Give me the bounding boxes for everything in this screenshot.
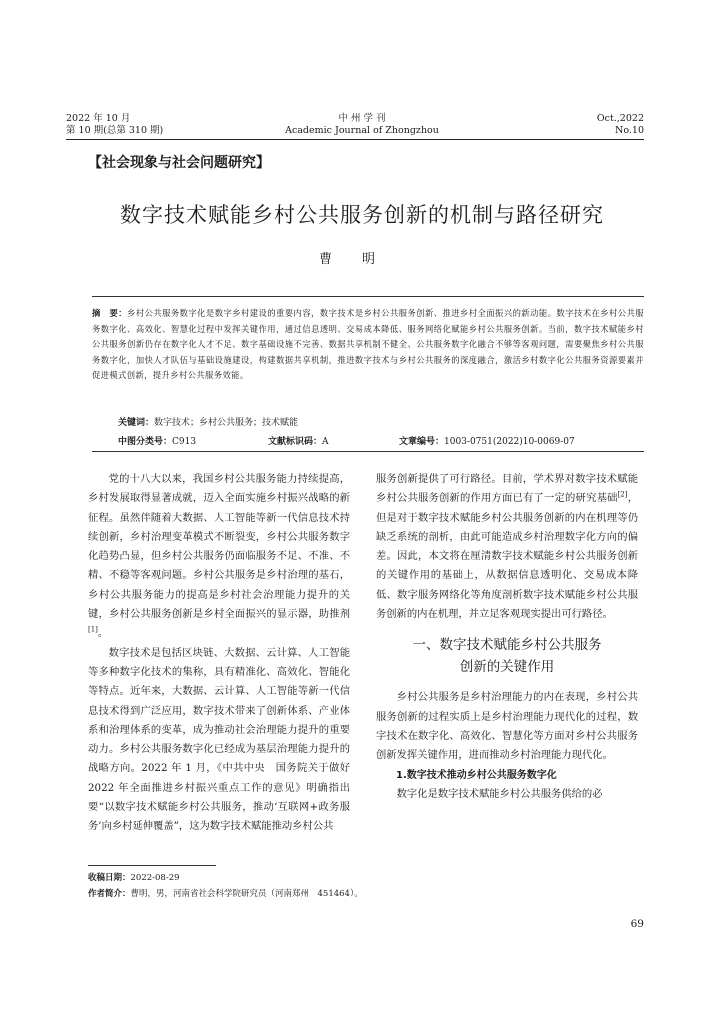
abstract xyxy=(92,306,644,384)
issue-number-en: No.10 xyxy=(615,125,644,136)
keywords xyxy=(118,415,298,428)
body-paragraph: 乡村公共服务是乡村治理能力的内在表现，乡村公共服务创新的过程实质上是乡村治理能力现代化的过程，数字技术在数字化、高效化、智慧化等方面对乡村公共服务创新发挥关键作用，进而推动乡村治理能力现代化。 xyxy=(376,691,638,762)
journal-issue-date xyxy=(66,113,163,137)
received-date xyxy=(88,871,180,883)
article-title: 数字技术赋能乡村公共服务创新的机制与路径研究 xyxy=(120,203,604,227)
journal-name-en: Academic Journal of Zhongzhou xyxy=(285,125,439,136)
author-bio-label: 作者简介： xyxy=(88,889,131,899)
article-author: 曹明 xyxy=(318,252,405,267)
column-tag: 【社会现象与社会问题研究】 xyxy=(88,155,270,171)
document-code-value: A xyxy=(322,437,329,447)
author-bio xyxy=(88,887,363,899)
abstract-text: 乡村公共服务数字化是数字乡村建设的重要内容，数字技术是乡村公共服务创新、推进乡村全面振兴的新动能。数字技术在乡村公共服务数字化、高效化、智慧化过程中发挥关键作用，通过信息透明、交易成本降低、服务网络化赋能乡村公共服务创新。当前，数字技术赋能乡村公共服务创新仍存在数字化人才不足、数字基础设施不完善、数据共享机制不健全、公共服务数字化融合不够等客观问题，需要聚焦乡村公共服务数字化，加快人才队伍与基础设施建设，构建数据共享机制，推进数字技术与乡村公共服务的深度融合，激活乡村数字化公共服务资源要素并促进模式创新，提升乡村公共服务效能。 xyxy=(92,308,644,380)
author-bio-value: 曹明，男，河南省社会科学院研究员（河南郑州 451464）。 xyxy=(130,889,363,899)
section-heading-line: 创新的关键作用 xyxy=(459,659,555,676)
abstract-bottom-divider xyxy=(92,451,644,452)
issue-date: 2022 年 10 月 xyxy=(66,113,131,124)
issue-number: 第 10 期(总第 310 期) xyxy=(66,125,164,136)
keywords-text: 数字技术；乡村公共服务；技术赋能 xyxy=(154,418,299,428)
body-column-right xyxy=(376,470,638,804)
article-number-value: 1003-0751(2022)10-0069-07 xyxy=(444,437,575,447)
journal-name xyxy=(262,113,462,137)
document-code xyxy=(268,434,329,447)
document-code-label: 文献标识码： xyxy=(268,437,323,447)
body-paragraph: 数字化是数字技术赋能乡村公共服务供给的必 xyxy=(396,787,603,800)
section-heading-line: 一、数字技术赋能乡村公共服务 xyxy=(412,637,602,654)
article-number-label: 文章编号： xyxy=(399,437,445,447)
journal-issue-en xyxy=(597,113,644,137)
footnote-divider xyxy=(88,865,216,866)
abstract-top-divider xyxy=(92,296,644,297)
classification-label: 中图分类号： xyxy=(118,437,173,447)
paragraph-text: ，但是对于数字技术赋能乡村公共服务创新的内在机理等仍缺乏系统的剖析，由此可能造成乡村治理数字化方向的偏差。因此，本文将在厘清数字技术赋能乡村公共服务创新的关键作用的基础上，从数据信息透明化、交易成本降低、数字服务网络化等角度剖析数字技术赋能乡村公共服务创新的内在机理，并立足客观现实提出可行路径。 xyxy=(376,492,639,621)
paragraph-end: 。 xyxy=(97,627,109,640)
body-column-left xyxy=(88,470,350,837)
section-heading xyxy=(376,634,638,678)
issue-date-en: Oct.,2022 xyxy=(596,113,644,124)
received-value: 2022-08-29 xyxy=(130,873,180,883)
journal-name-cn: 中 州 学 刊 xyxy=(338,113,386,124)
paragraph-text: 党的十八大以来，我国乡村公共服务能力持续提高，乡村发展取得显著成就，迈入全面实施乡村振兴战略的新征程。虽然伴随着大数据、人工智能等新一代信息技术持续创新，乡村治理变革模式不断裂变，乡村公共服务数字化趋势凸显，但乡村公共服务仍面临服务不足、不准、不精、不稳等客观问题。乡村公共服务是乡村治理的基石，乡村公共服务能力的提高是乡村社会治理能力提升的关键，乡村公共服务创新是乡村全面振兴的显示器，助推剂 xyxy=(88,473,350,621)
page-number: 69 xyxy=(630,918,644,930)
citation-ref: [2] xyxy=(617,490,628,499)
received-label: 收稿日期： xyxy=(88,873,131,883)
body-paragraph xyxy=(88,470,350,644)
article-number xyxy=(399,434,575,447)
body-paragraph xyxy=(376,470,638,624)
citation-ref: [1] xyxy=(88,625,98,634)
keywords-label: 关键词： xyxy=(118,418,155,428)
paragraph-text: 服务创新提供了可行路径。目前，学术界对数字技术赋能乡村公共服务创新的作用方面已有了一定的研究基础 xyxy=(376,473,638,505)
classification-value: C913 xyxy=(172,437,197,447)
body-paragraph: 数字技术是包括区块链、大数据、云计算、人工智能等多种数字化技术的集称，具有精准化、高效化、智能化等特点。近年来，大数据、云计算、人工智能等新一代信息技术得到广泛应用，数字技术带来了创新体系、产业体系和治理体系的变革，成为推动社会治理能力提升的重要动力。乡村公共服务数字化已经成为基层治理能力提升的战略方向。2022 年 1 月，《中共中央 国务院关于做好 2022 年全面推进乡村振兴重点工作的意见》明确指出要“以数字技术赋能乡村公共服务，推动‘互联网+政务服务’向乡村延伸覆盖”，这为数字技术赋能推动乡村公共 xyxy=(88,646,350,833)
classification-number xyxy=(118,434,196,447)
subsection-heading: 1.数字技术推动乡村公共服务数字化 xyxy=(396,769,557,781)
header-divider xyxy=(66,139,644,140)
abstract-label: 摘 要： xyxy=(92,308,128,318)
